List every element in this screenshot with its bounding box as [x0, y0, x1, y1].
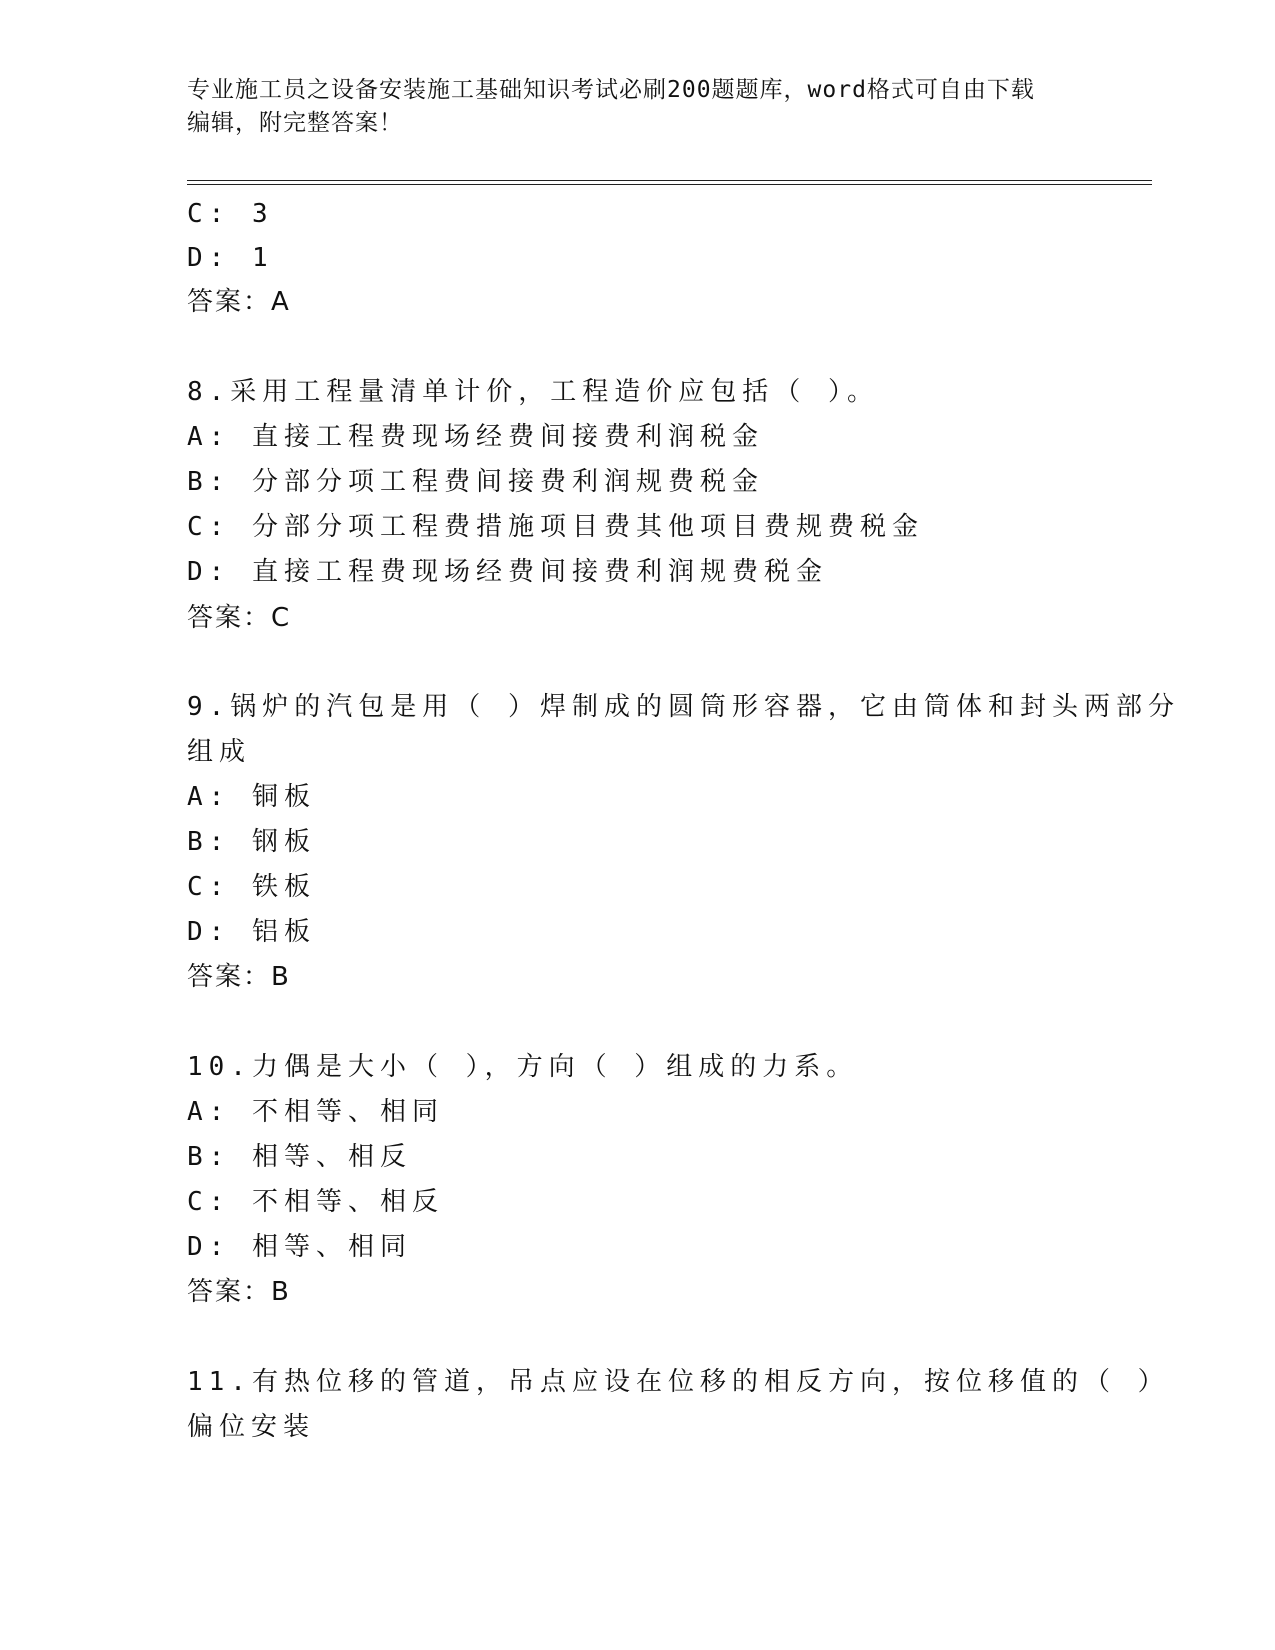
q10-option-c: C: 不相等、相反 — [187, 1187, 444, 1217]
q9-answer: 答案：B — [187, 962, 291, 992]
q9-option-d: D: 铝板 — [187, 917, 316, 947]
document-header — [187, 74, 1087, 140]
q7-option-d: D: 1 — [187, 243, 274, 273]
q8-option-b: B: 分部分项工程费间接费利润规费税金 — [187, 467, 764, 497]
q9-stem-line2: 组成 — [187, 737, 252, 767]
header-title-line2: 编辑，附完整答案！ — [187, 110, 403, 136]
q8-option-c: C: 分部分项工程费措施项目费其他项目费规费税金 — [187, 512, 924, 542]
q11-stem-line1: 11.有热位移的管道，吊点应设在位移的相反方向，按位移值的（ ） — [187, 1367, 1170, 1397]
q8-option-d: D: 直接工程费现场经费间接费利润规费税金 — [187, 557, 828, 587]
q7-answer: 答案：A — [187, 287, 291, 317]
q10-option-a: A: 不相等、相同 — [187, 1097, 444, 1127]
header-divider-top — [187, 180, 1152, 181]
q9-option-a: A: 铜板 — [187, 782, 316, 812]
q8-stem: 8.采用工程量清单计价，工程造价应包括（ ）。 — [187, 377, 879, 407]
q9-option-b: B: 钢板 — [187, 827, 316, 857]
q7-option-c: C: 3 — [187, 199, 274, 229]
q8-option-a: A: 直接工程费现场经费间接费利润税金 — [187, 422, 764, 452]
q10-answer: 答案：B — [187, 1277, 291, 1307]
header-title-line1: 专业施工员之设备安装施工基础知识考试必刷200题题库，word格式可自由下载 — [187, 77, 1035, 103]
q9-option-c: C: 铁板 — [187, 872, 316, 902]
q8-answer: 答案：C — [187, 603, 292, 633]
header-divider-bottom — [187, 184, 1152, 185]
q9-stem-line1: 9.锅炉的汽包是用（ ）焊制成的圆筒形容器，它由筒体和封头两部分 — [187, 692, 1180, 722]
q10-option-d: D: 相等、相同 — [187, 1232, 412, 1262]
q11-stem-line2: 偏位安装 — [187, 1412, 316, 1442]
q10-stem: 10.力偶是大小（ ），方向（ ）组成的力系。 — [187, 1052, 859, 1082]
q10-option-b: B: 相等、相反 — [187, 1142, 412, 1172]
